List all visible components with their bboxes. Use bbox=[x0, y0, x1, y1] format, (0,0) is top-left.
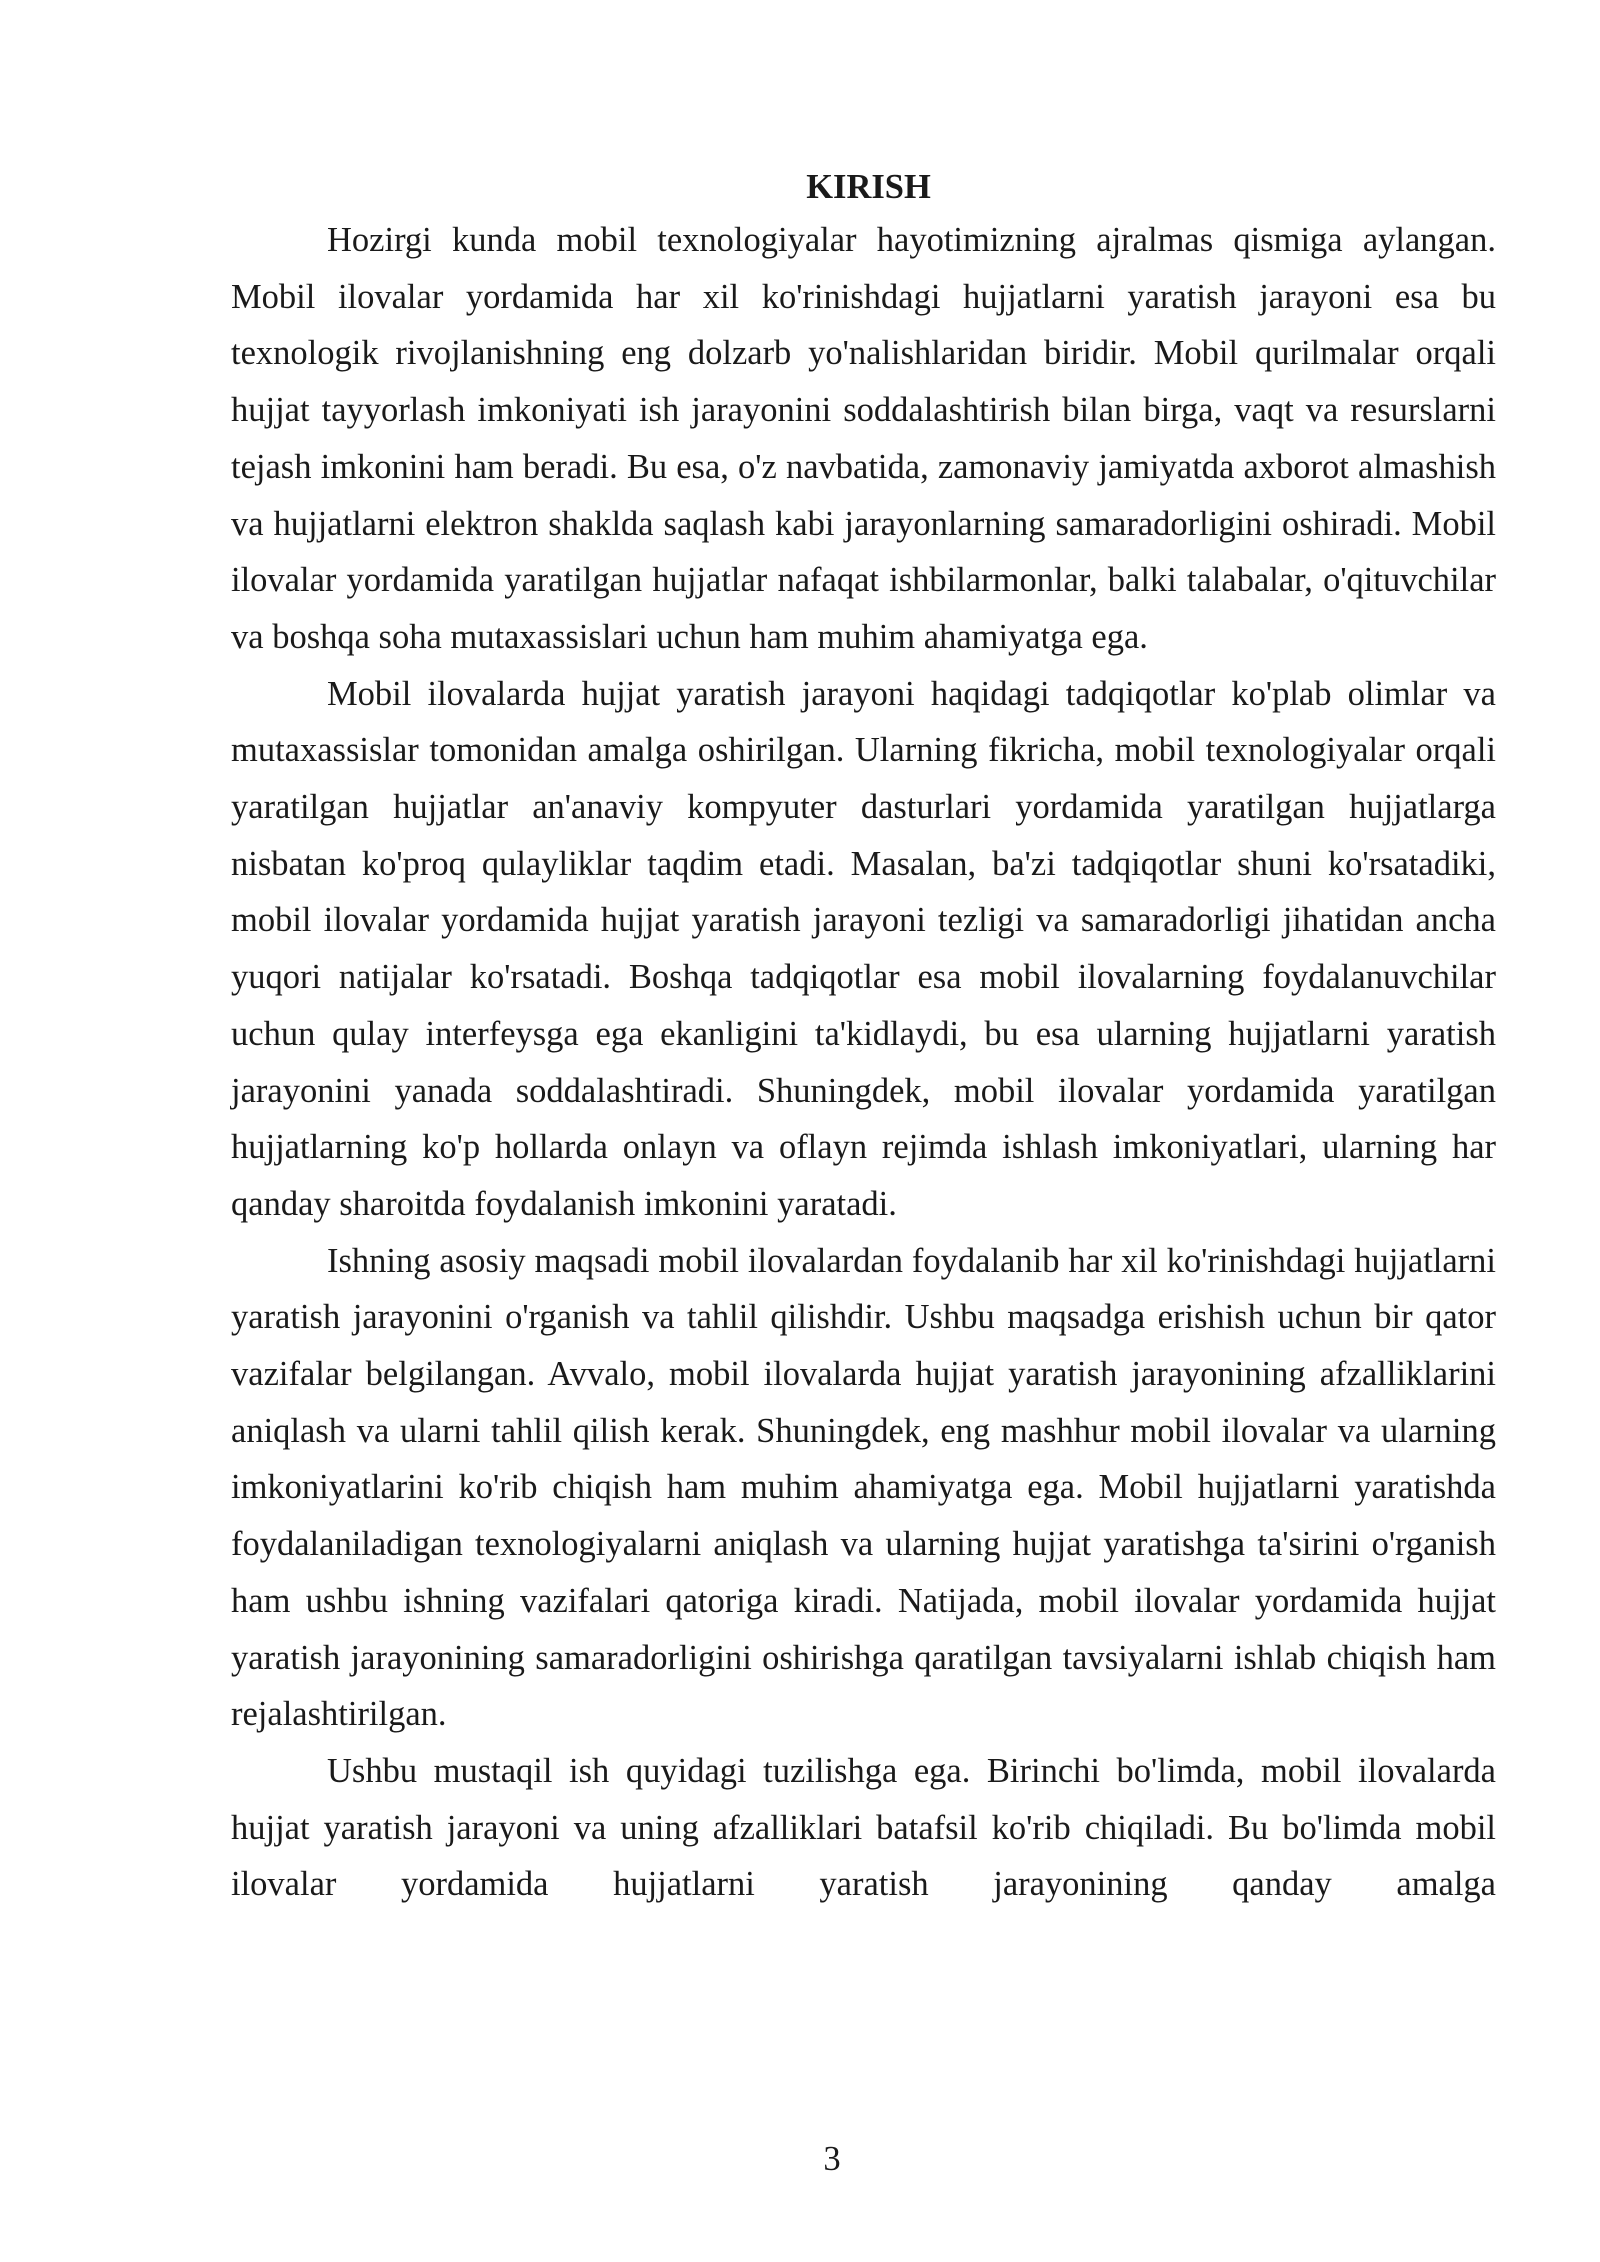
page-number: 3 bbox=[823, 2140, 841, 2178]
page-title: KIRISH bbox=[806, 168, 931, 206]
paragraph-1: Hozirgi kunda mobil texnologiyalar hayotimizning ajralmas qismiga aylangan. Mobil ilovalar yordamida har xil ko'rinishdagi hujjatlarni yaratish jarayoni esa bu texnologik rivojlanishning eng dolzarb yo'nalishlaridan biridir. Mobil qurilmalar orqali hujjat tayyorlash imkoniyati ish jarayonini soddalashtirish bilan birga, vaqt va resurslarni tejash imkonini ham beradi. Bu esa, o'z navbatida, zamonaviy jamiyatda axborot almashish va hujjatlarni elektron shaklda saqlash kabi jarayonlarning samaradorligini oshiradi. Mobil ilovalar yordamida yaratilgan hujjatlar nafaqat ishbilarmonlar, balki talabalar, o'qituvchilar va boshqa soha mutaxassislari uchun ham muhim ahamiyatga ega. bbox=[231, 221, 1496, 656]
page-content bbox=[231, 164, 1496, 1913]
paragraph-2: Mobil ilovalarda hujjat yaratish jarayoni haqidagi tadqiqotlar ko'plab olimlar va mutaxassislar tomonidan amalga oshirilgan. Ularning fikricha, mobil texnologiyalar orqali yaratilgan hujjatlar an'anaviy kompyuter dasturlari yordamida yaratilgan hujjatlarga nisbatan ko'proq qulayliklar taqdim etadi. Masalan, ba'zi tadqiqotlar shuni ko'rsatadiki, mobil ilovalar yordamida hujjat yaratish jarayoni tezligi va samaradorligi jihatidan ancha yuqori natijalar ko'rsatadi. Boshqa tadqiqotlar esa mobil ilovalarning foydalanuvchilar uchun qulay interfeysga ega ekanligini ta'kidlaydi, bu esa ularning hujjatlarni yaratish jarayonini yanada soddalashtiradi. Shuningdek, mobil ilovalar yordamida yaratilgan hujjatlarning ko'p hollarda onlayn va oflayn rejimda ishlash imkoniyatlari, ularning har qanday sharoitda foydalanish imkonini yaratadi. bbox=[231, 674, 1496, 1223]
paragraph-3: Ishning asosiy maqsadi mobil ilovalardan foydalanib har xil ko'rinishdagi hujjatlarni yaratish jarayonini o'rganish va tahlil qilishdir. Ushbu maqsadga erishish uchun bir qator vazifalar belgilangan. Avvalo, mobil ilovalarda hujjat yaratish jarayonining afzalliklarini aniqlash va ularni tahlil qilish kerak. Shuningdek, eng mashhur mobil ilovalar va ularning imkoniyatlarini ko'rib chiqish ham muhim ahamiyatga ega. Mobil hujjatlarni yaratishda foydalaniladigan texnologiyalarni aniqlash va ularning hujjat yaratishga ta'sirini o'rganish ham ushbu ishning vazifalari qatoriga kiradi. Natijada, mobil ilovalar yordamida hujjat yaratish jarayonining samaradorligini oshirishga qaratilgan tavsiyalarni ishlab chiqish ham rejalashtirilgan. bbox=[231, 1241, 1496, 1734]
paragraph-4: Ushbu mustaqil ish quyidagi tuzilishga ega. Birinchi bo'limda, mobil ilovalarda hujjat yaratish jarayoni va uning afzalliklari batafsil ko'rib chiqiladi. Bu bo'limda mobil ilovalar yordamida hujjatlarni yaratish jarayonining qanday amalga bbox=[231, 1751, 1496, 1904]
